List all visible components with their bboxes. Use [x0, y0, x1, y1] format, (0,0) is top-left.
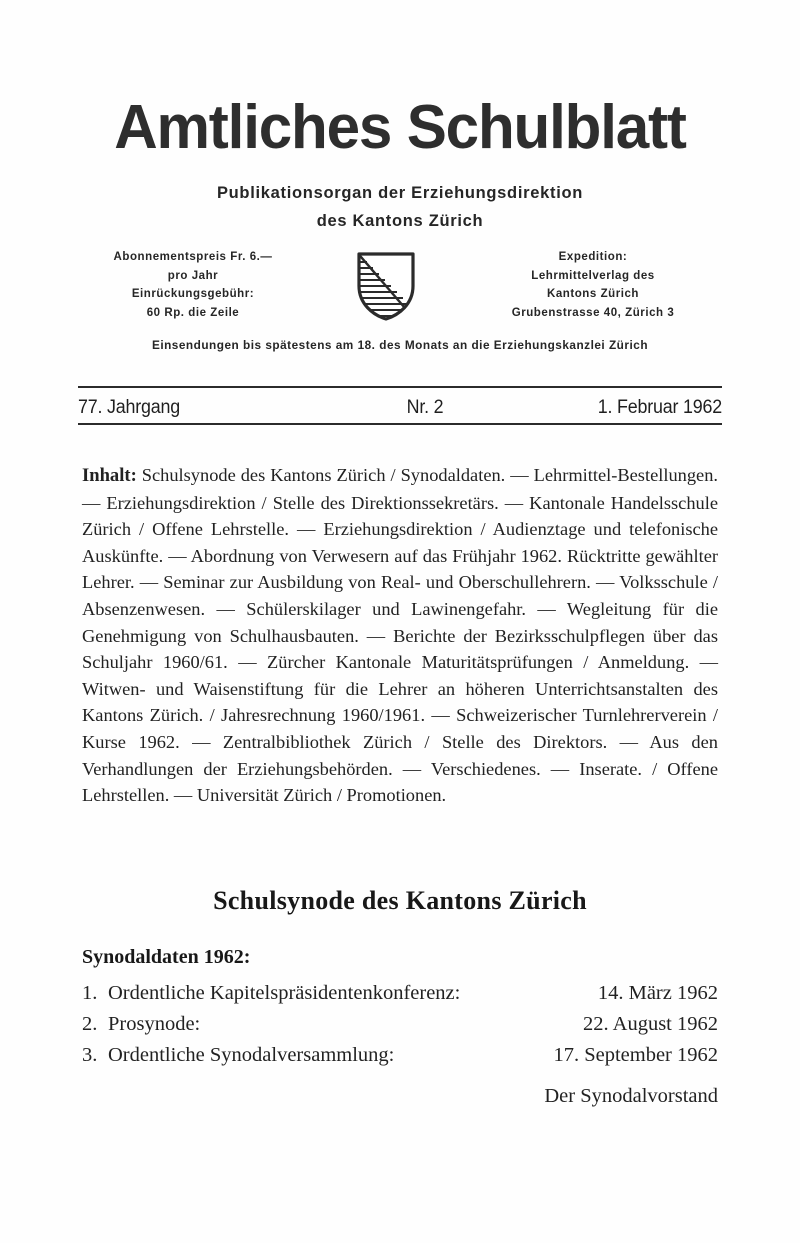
subscription-line-1: Abonnementspreis Fr. 6.—: [113, 251, 273, 263]
list-item-date: 22. August 1962: [583, 1013, 718, 1035]
expedition-line-1: Expedition:: [558, 251, 628, 263]
list-item-number: 1.: [82, 982, 98, 1004]
publication-title: Amtliches Schulblatt: [114, 93, 686, 162]
coat-of-arms-container: [346, 248, 426, 322]
subscription-line-3: Einrückungsgebühr:: [131, 288, 255, 301]
zurich-coat-of-arms-icon: [355, 250, 417, 322]
signature-line: Der Synodalvorstand: [544, 1085, 718, 1107]
issue-volume: 77. Jahrgang: [78, 396, 181, 418]
article-heading: Schulsynode des Kantons Zürich: [213, 886, 587, 915]
list-item-label: Ordentliche Kapitelspräsidentenkonferenz:: [108, 982, 461, 1004]
subscription-line-4: 60 Rp. die Zeile: [146, 306, 240, 319]
list-item: [82, 982, 718, 1013]
list-item: [82, 1013, 718, 1044]
expedition-line-3: Kantons Zürich: [546, 288, 640, 301]
table-of-contents: [82, 462, 718, 809]
rule-top: [78, 386, 722, 388]
subscription-info: [78, 248, 308, 323]
subscription-line-2: pro Jahr: [167, 269, 219, 282]
list-item-label: Ordentliche Synodalversammlung:: [108, 1044, 395, 1066]
expedition-info: [464, 248, 722, 323]
masthead-info-block: [78, 248, 722, 323]
synod-dates-list: [82, 982, 718, 1075]
list-item-date: 17. September 1962: [553, 1044, 718, 1066]
issue-number: Nr. 2: [406, 396, 444, 418]
issue-line: [78, 392, 722, 423]
list-item-label: Prosynode:: [108, 1013, 201, 1035]
expedition-line-2: Lehrmittelverlag des: [531, 269, 655, 282]
list-item: [82, 1044, 718, 1075]
contents-text: Schulsynode des Kantons Zürich / Synodaldaten. — Lehrmittel-Bestellungen. — Erziehungsdirektion / Stelle des Direktionssekretärs. — Kantonale Handelsschule Zürich / Offene Lehrstelle. — Erziehungsdirektion / Audienztage und telefonische Auskünfte. — Abordnung von Verwesern auf das Frühjahr 1962. Rücktritte gewählter Lehrer. — Seminar zur Ausbildung von Real- und Oberschullehrern. — Volksschule / Absenzenwesen. — Schülerskilager und Lawinengefahr. — Wegleitung für die Genehmigung von Schulhausbauten. — Berichte der Bezirksschulpflegen über das Schuljahr 1960/61. — Zürcher Kantonale Maturitätsprüfungen / Anmeldung. — Witwen- und Waisenstiftung für die Lehrer an höheren Unterrichtsanstalten des Kantons Zürich. / Jahresrechnung 1960/1961. — Schweizerischer Turnlehrerverein / Kurse 1962. — Zentralbibliothek Zürich / Stelle des Direktors. — Aus den Verhandlungen der Erziehungsbehörden. — Verschiedenes. — Inserate. / Offene Lehrstellen. — Universität Zürich / Promotionen.: [82, 465, 718, 806]
list-item-date: 14. März 1962: [597, 982, 718, 1004]
publication-subtitle-line2: des Kantons Zürich: [316, 212, 484, 231]
list-item-number: 2.: [82, 1013, 98, 1035]
publication-subtitle-line1: Publikationsorgan der Erziehungsdirektion: [216, 184, 584, 203]
list-item-number: 3.: [82, 1044, 98, 1066]
rule-bottom: [78, 423, 722, 425]
article-subheading: Synodaldaten 1962:: [82, 946, 251, 968]
submission-notice: Einsendungen bis spätestens am 18. des Monats an die Erziehungskanzlei Zürich: [151, 338, 649, 352]
issue-date: 1. Februar 1962: [597, 396, 722, 418]
contents-label: Inhalt:: [82, 465, 137, 486]
expedition-line-4: Grubenstrasse 40, Zürich 3: [511, 306, 675, 319]
masthead: [78, 93, 722, 231]
